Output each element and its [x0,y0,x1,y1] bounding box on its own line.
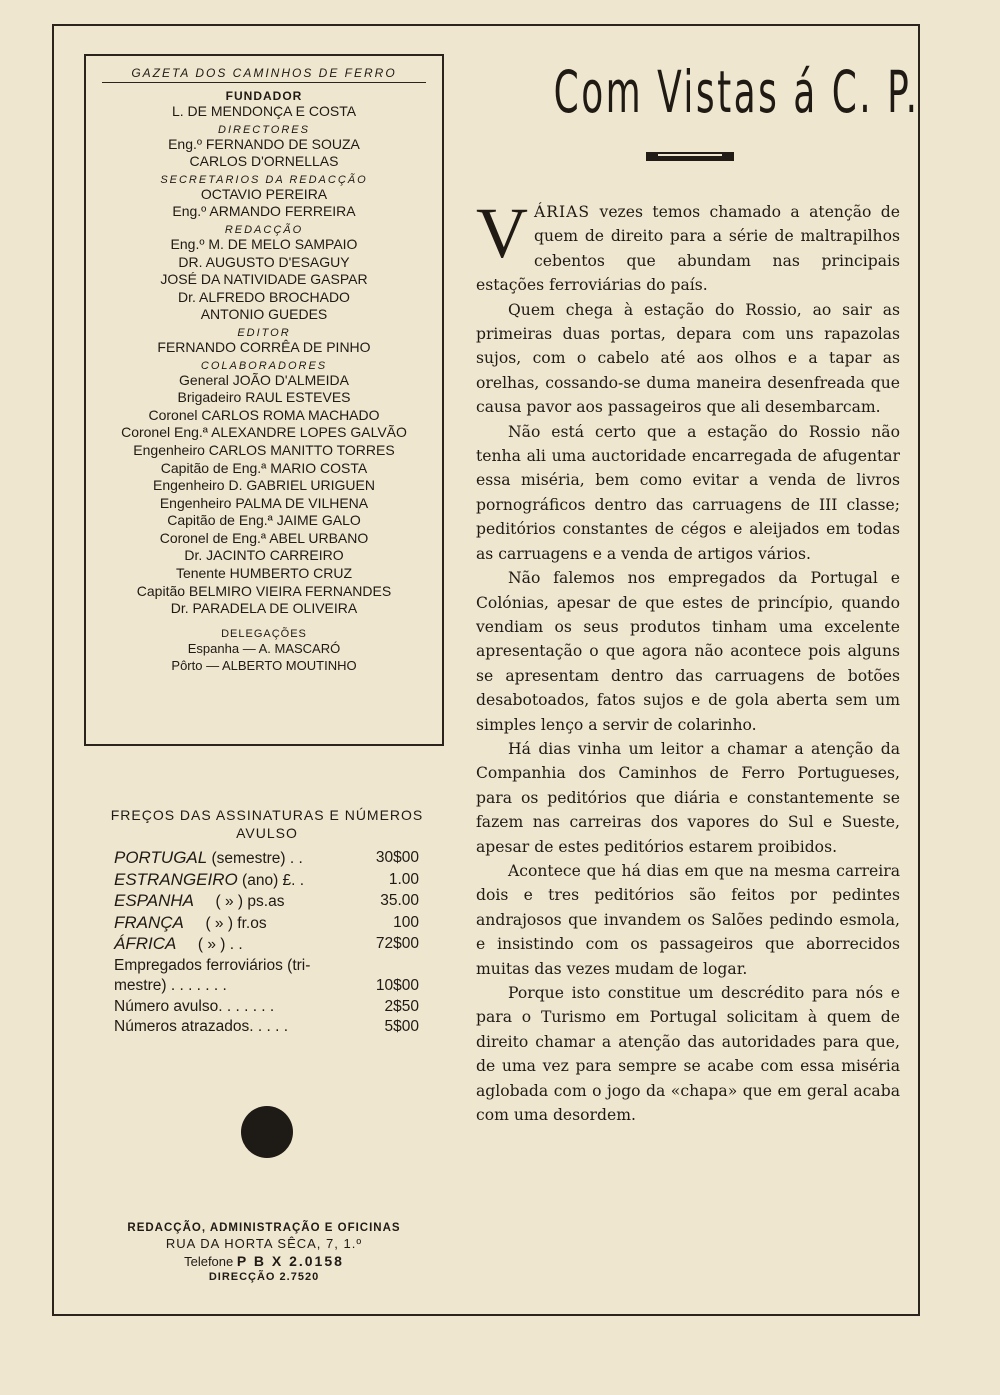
headline-rule-inner [658,154,722,156]
price-row [114,848,419,870]
ink-seal-dot [241,1106,293,1158]
founder-name: L. DE MENDONÇA E COSTA [171,103,357,119]
administration-info [104,1222,424,1283]
colaborador-name: Capitão BELMIRO VIEIRA FERNANDES [136,582,392,599]
redaccao-name: Dr. ALFREDO BROCHADO [178,288,350,305]
price-row [114,913,419,935]
price-value: 35.00 [380,892,419,909]
price-value: 100 [393,913,419,931]
colaboradores-heading: COLABORADORES [200,359,328,372]
phone-number: P B X 2.0158 [236,1253,344,1269]
price-value: 72$00 [375,935,419,952]
colaborador-name: Capitão de Eng.ª MARIO COSTA [160,459,368,476]
article-paragraph: Não está certo que a estação do Rossio não tenha ali uma auctoridade encarregada de afugentar essa miséria, bem como evitar a venda de livros pornográficos dentro das carruagens de III classe; peditórios constantes de cégos e aleijados em todas as carruagens e a venda de artigos vários. [476,422,900,563]
masthead-box [84,54,444,746]
editor-name: FERNANDO CORRÊA DE PINHO [157,338,371,355]
secretary-name: Eng.º ARMANDO FERREIRA [172,203,356,220]
colaborador-name: Engenheiro PALMA DE VILHENA [159,494,369,511]
colaborador-name: Dr. PARADELA DE OLIVEIRA [170,600,358,617]
price-value: 30$00 [375,849,419,866]
director-name: CARLOS D'ORNELLAS [189,153,339,170]
paragraph-text: vezes temos chamado a atenção de quem de direito para a série de maltrapilhos cebentos que abundam nas principais estações ferroviárias do país. [476,203,900,295]
colaborador-name: Engenheiro D. GABRIEL URIGUEN [152,477,375,494]
prices-title: FREÇOS DAS ASSINATURAS E NÚMEROS [110,807,424,823]
price-employees-label: Empregados ferroviários (tri- [114,956,311,974]
price-employees-label-cont: mestre) . . . . . . . [114,977,227,994]
price-row [114,956,419,977]
price-region: ESPANHA [114,891,194,910]
price-value: 10$00 [375,977,419,994]
article-paragraph [476,193,900,298]
spacer [86,618,442,628]
price-region: ESTRANGEIRO [114,869,238,889]
directors-heading: DIRECTORES [218,123,310,136]
secretaries-heading: SECRETARIOS DA REDACÇÃO [160,173,368,186]
opening-caps: ÁRIAS [534,203,591,221]
price-row [114,997,419,1018]
article-body [476,193,900,1127]
article-paragraph: Há dias vinha um leitor a chamar a atenção da Companhia dos Caminhos de Ferro Portugueses, para os peditórios que diária e constantemente se fazem nas carreiras dos vapores do Sul e Sueste, apesar de estes peditórios estarem proibidos. [476,739,900,856]
redaccao-name: Eng.º M. DE MELO SAMPAIO [170,235,358,252]
admin-address: RUA DA HORTA SÊCA, 7, 1.º [165,1236,363,1251]
drop-cap: V [476,193,528,273]
editor-heading: EDITOR [237,326,291,339]
price-single-label: Número avulso. . . . . . . [114,997,275,1015]
secretary-name: OCTAVIO PEREIRA [200,185,328,202]
price-region: ÁFRICA [114,934,177,953]
redaccao-heading: REDACÇÃO [224,223,304,236]
price-period: ( » ) . . [176,936,243,953]
price-value: 1.00 [388,870,419,888]
delegation-entry: Pôrto — ALBERTO MOUTINHO [171,657,357,673]
colaborador-name: Coronel Eng.ª ALEXANDRE LOPES GALVÃO [121,424,407,441]
director-name: Eng.º FERNANDO DE SOUZA [168,135,360,152]
price-row [114,870,419,892]
admin-direction: DIRECÇÃO 2.7520 [208,1271,320,1283]
prices-title-cont: AVULSO [236,825,298,841]
price-period: ( » ) fr.os [183,914,267,932]
redaccao-name: JOSÉ DA NATIVIDADE GASPAR [160,271,368,288]
delegations-heading: DELEGAÇÕES [221,627,307,640]
admin-phone [104,1253,424,1269]
price-period: (ano) £. . [237,871,305,889]
redaccao-name: ANTONIO GUEDES [200,306,328,323]
colaborador-name: General JOÃO D'ALMEIDA [179,371,349,388]
colaborador-name: Capitão de Eng.ª JAIME GALO [167,512,361,529]
article-paragraph: Porque isto constitue um descrédito para nós e para o Turismo em Portugal solicitam à quem de direito chamar a atenção das autoridades para que, de uma vez para sempre se acabe com essa miséria aglobada com o jogo da «chapa» que em geral acaba com uma desordem. [476,984,900,1125]
price-row [114,1017,419,1038]
article-paragraph: Acontece que há dias em que na mesma carreira dois e tres peditórios são feitos por pedintes andrajosos que invandem os Salões pedindo esmola, e insistindo com os passageiros que aborrecidos muitas das vezes mudam de logar. [476,861,900,978]
redaccao-name: DR. AUGUSTO D'ESAGUY [178,253,350,270]
price-value: 2$50 [384,997,419,1015]
founder-heading: FUNDADOR [225,89,303,103]
admin-heading: REDACÇÃO, ADMINISTRAÇÃO E OFICINAS [127,1222,401,1234]
price-row [114,934,419,956]
price-back-issues-label: Números atrazados. . . . . [114,1018,289,1035]
price-region: FRANÇA [114,912,184,932]
price-row [114,891,419,913]
price-region: PORTUGAL [114,848,208,867]
price-row [114,976,419,997]
delegation-entry: Espanha — A. MASCARÓ [187,640,341,656]
price-value: 5$00 [384,1018,419,1035]
article-paragraph: Não falemos nos empregados da Portugal e Colónias, apesar de que estes de princípio, quando vendiam os seus produtos tinham uma excelente apresentação o que agora não acontece pois alguns se apresentam dentro das carruagens de botões desabotoados, fatos sujos e de gola aberta sem um simples lenço a servir de colarinho. [476,569,900,734]
colaborador-name: Coronel de Eng.ª ABEL URBANO [159,529,369,546]
colaborador-name: Engenheiro CARLOS MANITTO TORRES [133,441,395,458]
price-period: ( » ) ps.as [194,893,285,910]
article-paragraph: Quem chega à estação do Rossio, ao sair as primeiras duas portas, depara com uns rapazolas sujos, com o cabelo até aos olhos e a tapar as orelhas, cossando-se duma maneira desenfreada que causa pavor aos passageiros que ali desembarcam. [476,300,900,417]
masthead-title: GAZETA DOS CAMINHOS DE FERRO [102,66,426,83]
colaborador-name: Brigadeiro RAUL ESTEVES [177,389,351,406]
subscription-prices [92,806,442,1038]
colaborador-name: Tenente HUMBERTO CRUZ [175,565,353,582]
colaborador-name: Coronel CARLOS ROMA MACHADO [148,406,380,423]
price-period: (semestre) . . [207,850,303,867]
article-headline: Com Vistas á C. P. [553,58,920,126]
colaborador-name: Dr. JACINTO CARREIRO [184,547,344,564]
phone-label: Telefone [184,1254,234,1269]
